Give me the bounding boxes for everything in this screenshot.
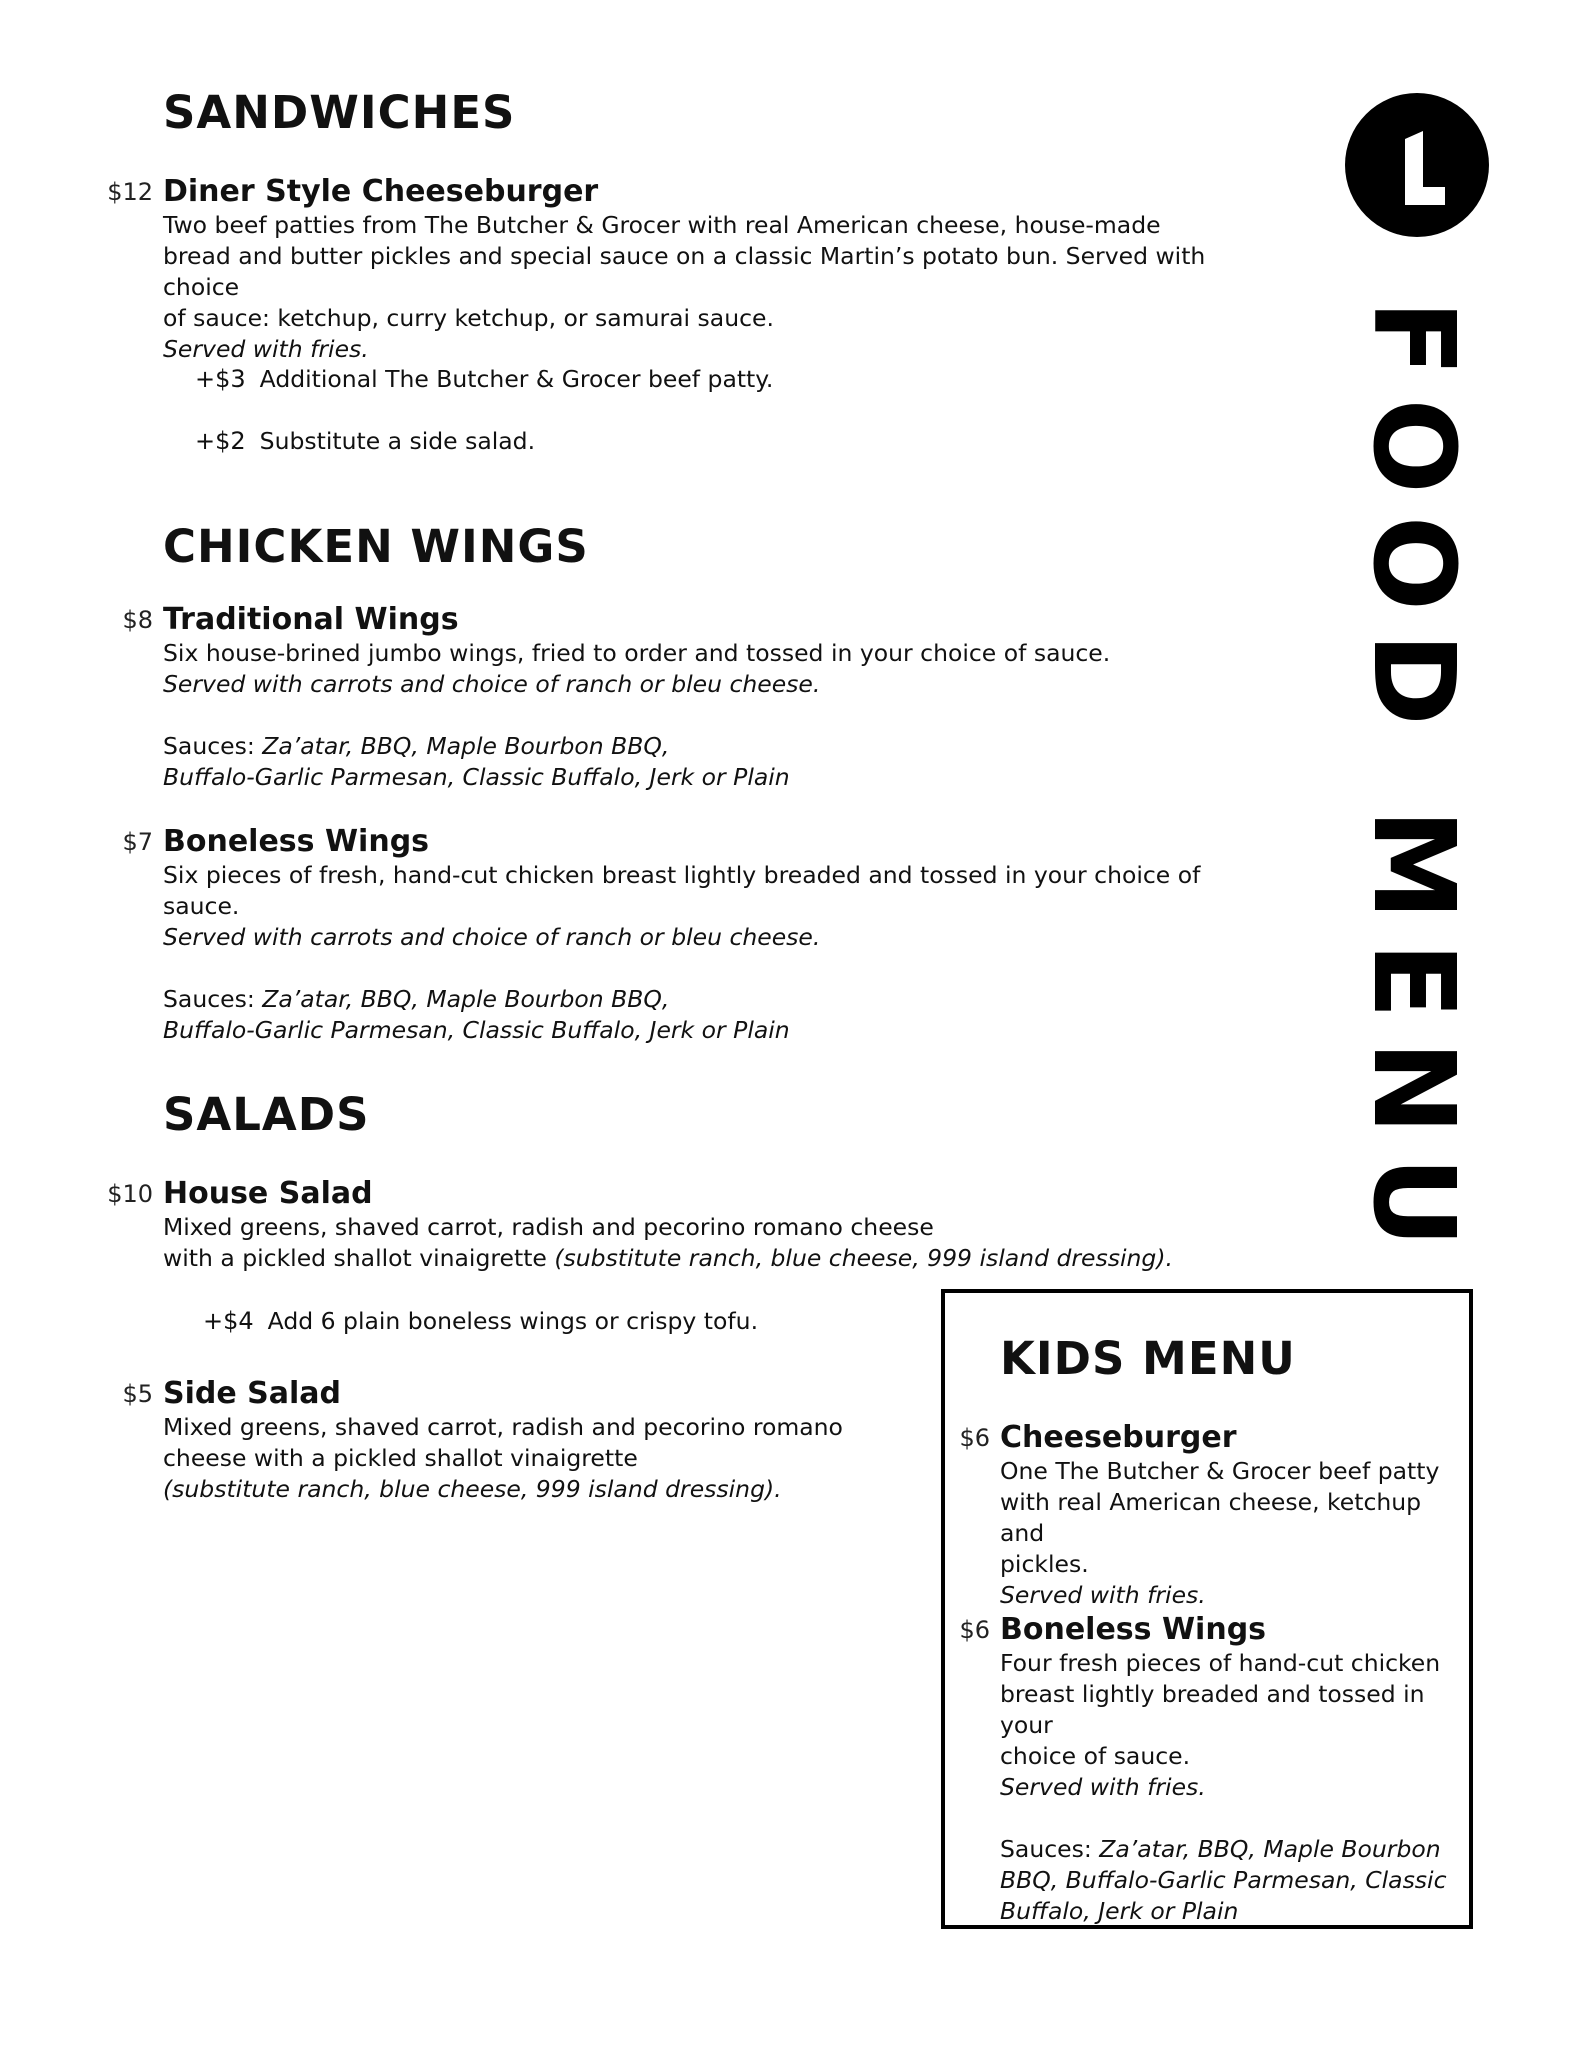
kids-item-cheeseburger bbox=[959, 1420, 1470, 1611]
menu-item-diner-style-cheeseburger bbox=[107, 174, 1263, 365]
sauces-label: Sauces: bbox=[1000, 1835, 1092, 1863]
menu-item-side-salad bbox=[122, 1376, 883, 1505]
item-served-with: Served with fries. bbox=[163, 335, 369, 363]
addon-extra-patty bbox=[195, 364, 773, 395]
addon-price: +$2 bbox=[195, 427, 246, 455]
sauces-list: Za’atar, BBQ, Maple Bourbon BBQ, bbox=[262, 732, 670, 760]
menu-item-traditional-wings bbox=[122, 602, 1263, 793]
item-description: choice of sauce. bbox=[1000, 1742, 1191, 1770]
menu-item-house-salad bbox=[107, 1176, 1263, 1274]
item-served-with: Served with fries. bbox=[1000, 1581, 1206, 1609]
sauces-list: Za’atar, BBQ, Maple Bourbon bbox=[1099, 1835, 1441, 1863]
addon-text: Additional The Butcher & Grocer beef patty. bbox=[259, 365, 774, 393]
item-price: $8 bbox=[122, 606, 153, 634]
addon-boneless-or-tofu bbox=[203, 1306, 758, 1337]
item-price: $5 bbox=[122, 1380, 153, 1408]
item-description: breast lightly breaded and tossed in your bbox=[1000, 1680, 1425, 1739]
section-title-kids-menu: KIDS MENU bbox=[1000, 1332, 1296, 1385]
item-sauces bbox=[163, 984, 1263, 1015]
item-description bbox=[163, 1243, 1263, 1274]
section-title-sandwiches: SANDWICHES bbox=[163, 86, 516, 139]
item-name: House Salad bbox=[163, 1176, 373, 1211]
item-served-with: Served with carrots and choice of ranch or bleu cheese. bbox=[163, 670, 821, 698]
kids-item-boneless-wings bbox=[959, 1612, 1470, 1927]
sauces-list: Buffalo-Garlic Parmesan, Classic Buffalo, Jerk or Plain bbox=[163, 763, 790, 791]
food-menu-vertical-title: FOOD MENU bbox=[1348, 300, 1478, 1270]
item-name: Side Salad bbox=[163, 1376, 342, 1411]
addon-side-salad bbox=[195, 426, 535, 457]
item-substitutions: (substitute ranch, blue cheese, 999 island dressing). bbox=[163, 1475, 782, 1503]
sauces-label: Sauces: bbox=[163, 732, 255, 760]
item-name: Diner Style Cheeseburger bbox=[163, 174, 599, 209]
item-price: $6 bbox=[959, 1616, 990, 1644]
item-sauces bbox=[163, 731, 1263, 762]
description-plain: with a pickled shallot vinaigrette bbox=[163, 1244, 555, 1272]
item-price: $10 bbox=[107, 1180, 153, 1208]
item-description: of sauce: ketchup, curry ketchup, or samurai sauce. bbox=[163, 304, 774, 332]
addon-price: +$4 bbox=[203, 1307, 254, 1335]
item-description: Mixed greens, shaved carrot, radish and pecorino romano cheese bbox=[163, 1213, 934, 1241]
addon-text: Substitute a side salad. bbox=[259, 427, 536, 455]
item-description: pickles. bbox=[1000, 1550, 1089, 1578]
sauces-label: Sauces: bbox=[163, 985, 255, 1013]
addon-text: Add 6 plain boneless wings or crispy tofu. bbox=[267, 1307, 759, 1335]
item-served-with: Served with fries. bbox=[1000, 1773, 1206, 1801]
item-description: One The Butcher & Grocer beef patty bbox=[1000, 1457, 1440, 1485]
item-name: Boneless Wings bbox=[163, 824, 430, 859]
item-name: Cheeseburger bbox=[1000, 1420, 1237, 1455]
item-price: $12 bbox=[107, 178, 153, 206]
item-description: Six pieces of fresh, hand-cut chicken breast lightly breaded and tossed in your choice of bbox=[163, 861, 1201, 889]
item-description: Four fresh pieces of hand-cut chicken bbox=[1000, 1649, 1441, 1677]
section-title-salads: SALADS bbox=[163, 1088, 370, 1141]
item-description: bread and butter pickles and special sauce on a classic Martin’s potato bun. Served with choice bbox=[163, 242, 1206, 301]
item-name: Boneless Wings bbox=[1000, 1612, 1267, 1647]
addon-price: +$3 bbox=[195, 365, 246, 393]
sauces-list: Za’atar, BBQ, Maple Bourbon BBQ, bbox=[262, 985, 670, 1013]
sauces-list: Buffalo, Jerk or Plain bbox=[1000, 1897, 1239, 1925]
item-description: Six house-brined jumbo wings, fried to order and tossed in your choice of sauce. bbox=[163, 639, 1111, 667]
description-substitutions: (substitute ranch, blue cheese, 999 island dressing). bbox=[554, 1244, 1173, 1272]
item-description: sauce. bbox=[163, 892, 240, 920]
sauces-list: BBQ, Buffalo-Garlic Parmesan, Classic bbox=[1000, 1866, 1447, 1894]
menu-item-boneless-wings bbox=[122, 824, 1263, 1046]
item-description: Two beef patties from The Butcher & Grocer with real American cheese, house-made bbox=[163, 211, 1161, 239]
item-sauces bbox=[1000, 1834, 1470, 1865]
item-description: Mixed greens, shaved carrot, radish and pecorino romano bbox=[163, 1413, 843, 1441]
item-price: $7 bbox=[122, 828, 153, 856]
item-served-with: Served with carrots and choice of ranch or bleu cheese. bbox=[163, 923, 821, 951]
item-name: Traditional Wings bbox=[163, 602, 459, 637]
restaurant-logo-icon bbox=[1345, 93, 1489, 237]
item-price: $6 bbox=[959, 1424, 990, 1452]
section-title-chicken-wings: CHICKEN WINGS bbox=[163, 520, 589, 573]
item-description: with real American cheese, ketchup and bbox=[1000, 1488, 1422, 1547]
sauces-list: Buffalo-Garlic Parmesan, Classic Buffalo, Jerk or Plain bbox=[163, 1016, 790, 1044]
item-description: cheese with a pickled shallot vinaigrette bbox=[163, 1444, 638, 1472]
